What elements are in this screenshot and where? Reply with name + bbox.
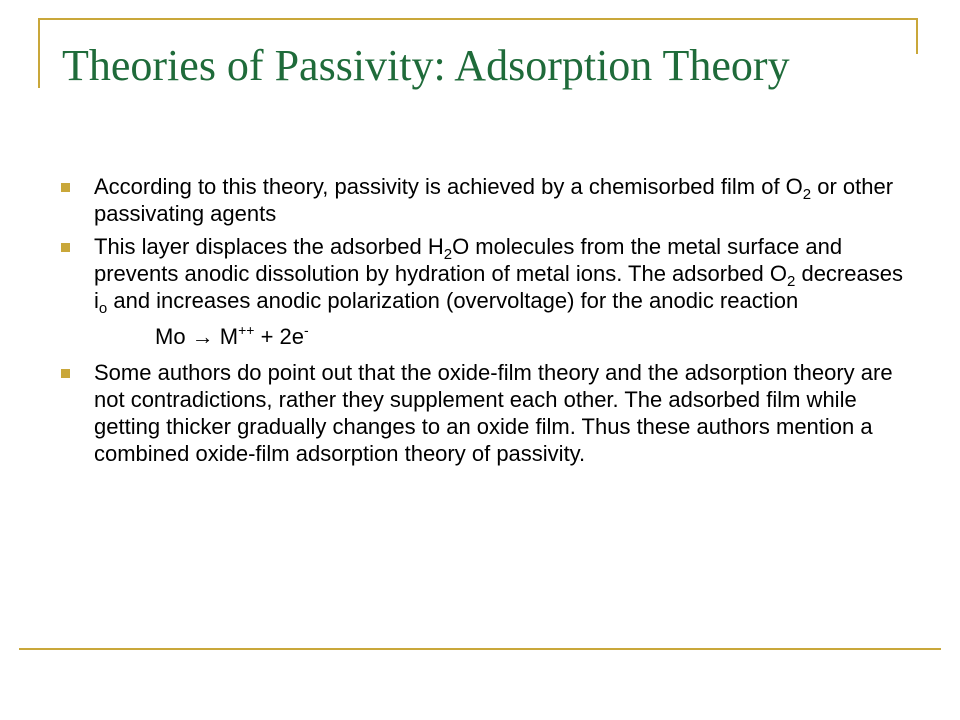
superscript: - [304, 322, 309, 338]
bullet-list [94, 173, 904, 467]
equation-lhs: Mo → M [155, 324, 239, 349]
top-border-line [40, 18, 918, 20]
bullet-item-layer-displaces [94, 233, 904, 350]
bullet-text: Some authors do point out that the oxide-film theory and the adsorption theory are not contradictions, rather they supplement each other. The adsorbed film while getting thicker gradually changes to an oxide film. Thus these authors mention a combined oxide-film adsorption theory of passivity. [94, 360, 893, 466]
subscript: 2 [787, 273, 796, 290]
square-bullet-icon [61, 369, 70, 378]
bullet-text: According to this theory, passivity is achieved by a chemisorbed film of O [94, 174, 803, 199]
bullet-text: or other passivating agents [94, 174, 894, 226]
superscript: ++ [238, 322, 255, 338]
square-bullet-icon [61, 183, 70, 192]
bullet-text: and increases anodic polarization (overvoltage) for the anodic reaction [107, 288, 799, 313]
bullet-text: O molecules from the metal surface and prevents anodic dissolution by hydration of metal ions. The adsorbed O [94, 234, 843, 286]
subscript: 2 [802, 186, 812, 203]
left-border-line [38, 18, 40, 88]
right-border-line [916, 18, 918, 54]
subscript: o [98, 300, 108, 317]
slide-title: Theories of Passivity: Adsorption Theory [62, 41, 790, 90]
equation-rhs: + 2e [254, 324, 305, 349]
bullet-text: decreases i [94, 261, 903, 313]
bullet-text: This layer displaces the adsorbed H [94, 234, 444, 259]
square-bullet-icon [61, 243, 70, 252]
bottom-border-line [19, 648, 941, 650]
bullet-item-chemisorbed-film [94, 173, 904, 227]
subscript: 2 [443, 246, 453, 263]
anodic-reaction-equation [94, 323, 904, 350]
bullet-item-combined-theory [94, 359, 904, 467]
